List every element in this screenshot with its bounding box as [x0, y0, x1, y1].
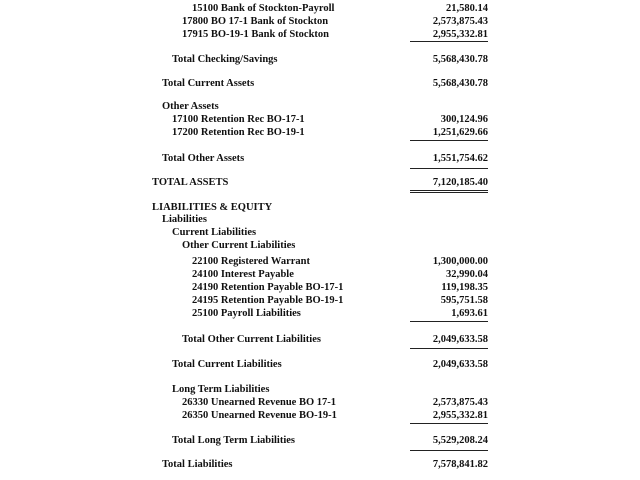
total-row	[0, 434, 640, 447]
total-amount: 2,049,633.58	[432, 359, 488, 370]
account-amount: 1,251,629.66	[432, 127, 488, 138]
total-label: Total Liabilities	[162, 459, 233, 470]
total-label: Total Other Current Liabilities	[182, 334, 321, 345]
grand-total-amount: 7,120,185.40	[432, 177, 488, 188]
account-label: 24190 Retention Payable BO-17-1	[192, 282, 344, 293]
section-label: Other Assets	[162, 101, 219, 112]
account-amount: 2,955,332.81	[432, 410, 488, 421]
total-label: Total Long Term Liabilities	[172, 435, 296, 446]
list-item	[0, 126, 640, 139]
total-row	[0, 358, 640, 371]
total-row	[0, 53, 640, 66]
section-label: Other Current Liabilities	[182, 240, 296, 251]
account-amount: 119,198.35	[441, 282, 488, 293]
total-amount: 5,568,430.78	[432, 78, 488, 89]
account-amount: 2,573,875.43	[432, 397, 488, 408]
account-label: 22100 Registered Warrant	[192, 256, 311, 267]
account-amount: 21,580.14	[446, 3, 488, 14]
account-label: 25100 Payroll Liabilities	[192, 308, 301, 319]
list-item	[0, 15, 640, 28]
subtotal-rule	[410, 168, 488, 169]
account-label: 26330 Unearned Revenue BO 17-1	[182, 397, 336, 408]
account-amount: 1,693.61	[451, 308, 488, 319]
total-amount: 7,578,841.82	[432, 459, 488, 470]
account-amount: 2,955,332.81	[432, 29, 488, 40]
account-amount: 32,990.04	[446, 269, 488, 280]
list-item	[0, 396, 640, 409]
list-item	[0, 409, 640, 422]
section-label: LIABILITIES & EQUITY	[152, 202, 273, 213]
account-label: 24100 Interest Payable	[192, 269, 294, 280]
section-label: Long Term Liabilities	[172, 384, 270, 395]
total-row	[0, 458, 640, 471]
total-row	[0, 152, 640, 165]
account-amount: 300,124.96	[440, 114, 488, 125]
account-label: 26350 Unearned Revenue BO-19-1	[182, 410, 337, 421]
subtotal-rule	[410, 321, 488, 322]
list-item	[0, 268, 640, 281]
total-amount: 5,568,430.78	[432, 54, 488, 65]
account-label: 17915 BO-19-1 Bank of Stockton	[182, 29, 330, 40]
list-item	[0, 2, 640, 15]
account-amount: 595,751.58	[440, 295, 488, 306]
total-row	[0, 77, 640, 90]
total-row	[0, 333, 640, 346]
total-amount: 5,529,208.24	[432, 435, 488, 446]
subtotal-rule	[410, 450, 488, 451]
account-label: 17800 BO 17-1 Bank of Stockton	[182, 16, 329, 27]
grand-total-row	[0, 176, 640, 189]
list-item	[0, 28, 640, 41]
grand-total-rule	[410, 190, 488, 193]
list-item	[0, 294, 640, 307]
account-label: 24195 Retention Payable BO-19-1	[192, 295, 344, 306]
subtotal-rule	[410, 423, 488, 424]
section-label: Liabilities	[162, 214, 207, 225]
account-label: 17100 Retention Rec BO-17-1	[172, 114, 305, 125]
total-amount: 2,049,633.58	[432, 334, 488, 345]
section-heading	[0, 213, 640, 226]
total-label: Total Checking/Savings	[172, 54, 278, 65]
total-label: Total Current Assets	[162, 78, 255, 89]
section-label: Current Liabilities	[172, 227, 257, 238]
total-amount: 1,551,754.62	[432, 153, 488, 164]
subtotal-rule	[410, 140, 488, 141]
grand-total-label: TOTAL ASSETS	[152, 177, 229, 188]
account-label: 15100 Bank of Stockton-Payroll	[192, 3, 335, 14]
list-item	[0, 307, 640, 320]
total-label: Total Current Liabilities	[172, 359, 282, 370]
section-heading	[0, 383, 640, 396]
list-item	[0, 113, 640, 126]
section-heading	[0, 239, 640, 252]
account-label: 17200 Retention Rec BO-19-1	[172, 127, 305, 138]
section-heading	[0, 100, 640, 113]
total-label: Total Other Assets	[162, 153, 245, 164]
list-item	[0, 255, 640, 268]
list-item	[0, 281, 640, 294]
account-amount: 1,300,000.00	[432, 256, 488, 267]
account-amount: 2,573,875.43	[432, 16, 488, 27]
subtotal-rule	[410, 41, 488, 42]
subtotal-rule	[410, 348, 488, 349]
section-heading	[0, 226, 640, 239]
